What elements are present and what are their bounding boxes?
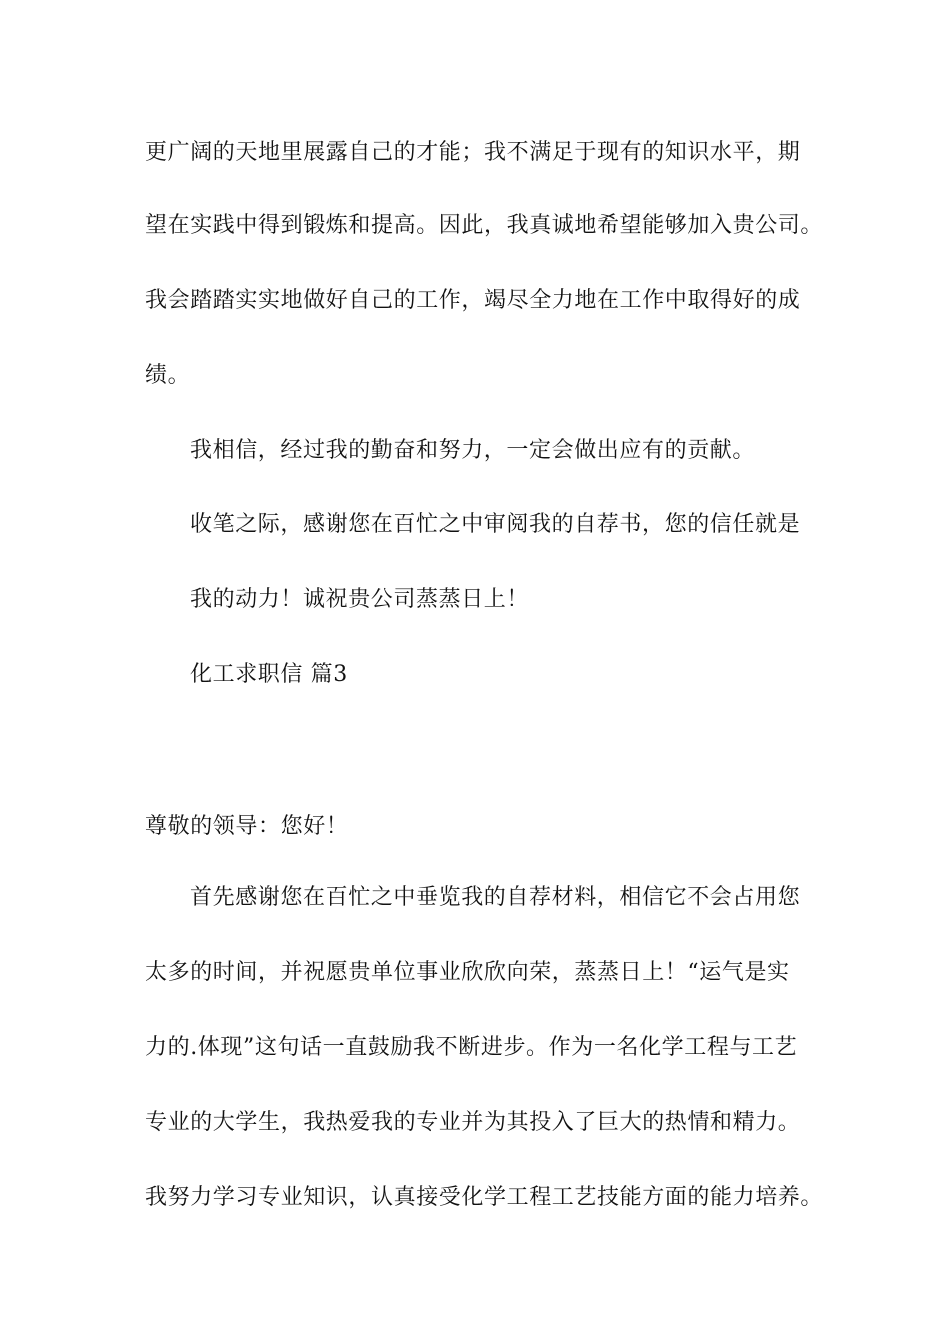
salutation: 尊敬的领导：您好！ bbox=[145, 814, 349, 839]
paragraph-line: 我的动力！诚祝贵公司蒸蒸日上！ bbox=[190, 587, 530, 612]
section-heading: 化工求职信 篇3 bbox=[190, 662, 348, 687]
paragraph-line: 我努力学习专业知识，认真接受化学工程工艺技能方面的能力培养。 bbox=[145, 1185, 824, 1210]
paragraph-line: 更广阔的天地里展露自己的才能；我不满足于现有的知识水平，期 bbox=[145, 140, 801, 165]
paragraph-line: 首先感谢您在百忙之中垂览我的自荐材料，相信它不会占用您 bbox=[190, 885, 801, 910]
paragraph-line: 我相信，经过我的勤奋和努力，一定会做出应有的贡献。 bbox=[190, 438, 756, 463]
paragraph-line: 望在实践中得到锻炼和提高。因此，我真诚地希望能够加入贵公司。 bbox=[145, 213, 824, 238]
paragraph-line: 专业的大学生，我热爱我的专业并为其投入了巨大的热情和精力。 bbox=[145, 1110, 801, 1135]
paragraph-line: 绩。 bbox=[145, 363, 191, 388]
paragraph-line: 太多的时间，并祝愿贵单位事业欣欣向荣，蒸蒸日上！“运气是实 bbox=[145, 960, 790, 985]
paragraph-line: 收笔之际，感谢您在百忙之中审阅我的自荐书，您的信任就是 bbox=[190, 512, 801, 537]
paragraph-line: 力的.体现”这句话一直鼓励我不断进步。作为一名化学工程与工艺 bbox=[145, 1035, 798, 1060]
paragraph-line: 我会踏踏实实地做好自己的工作，竭尽全力地在工作中取得好的成 bbox=[145, 288, 801, 313]
